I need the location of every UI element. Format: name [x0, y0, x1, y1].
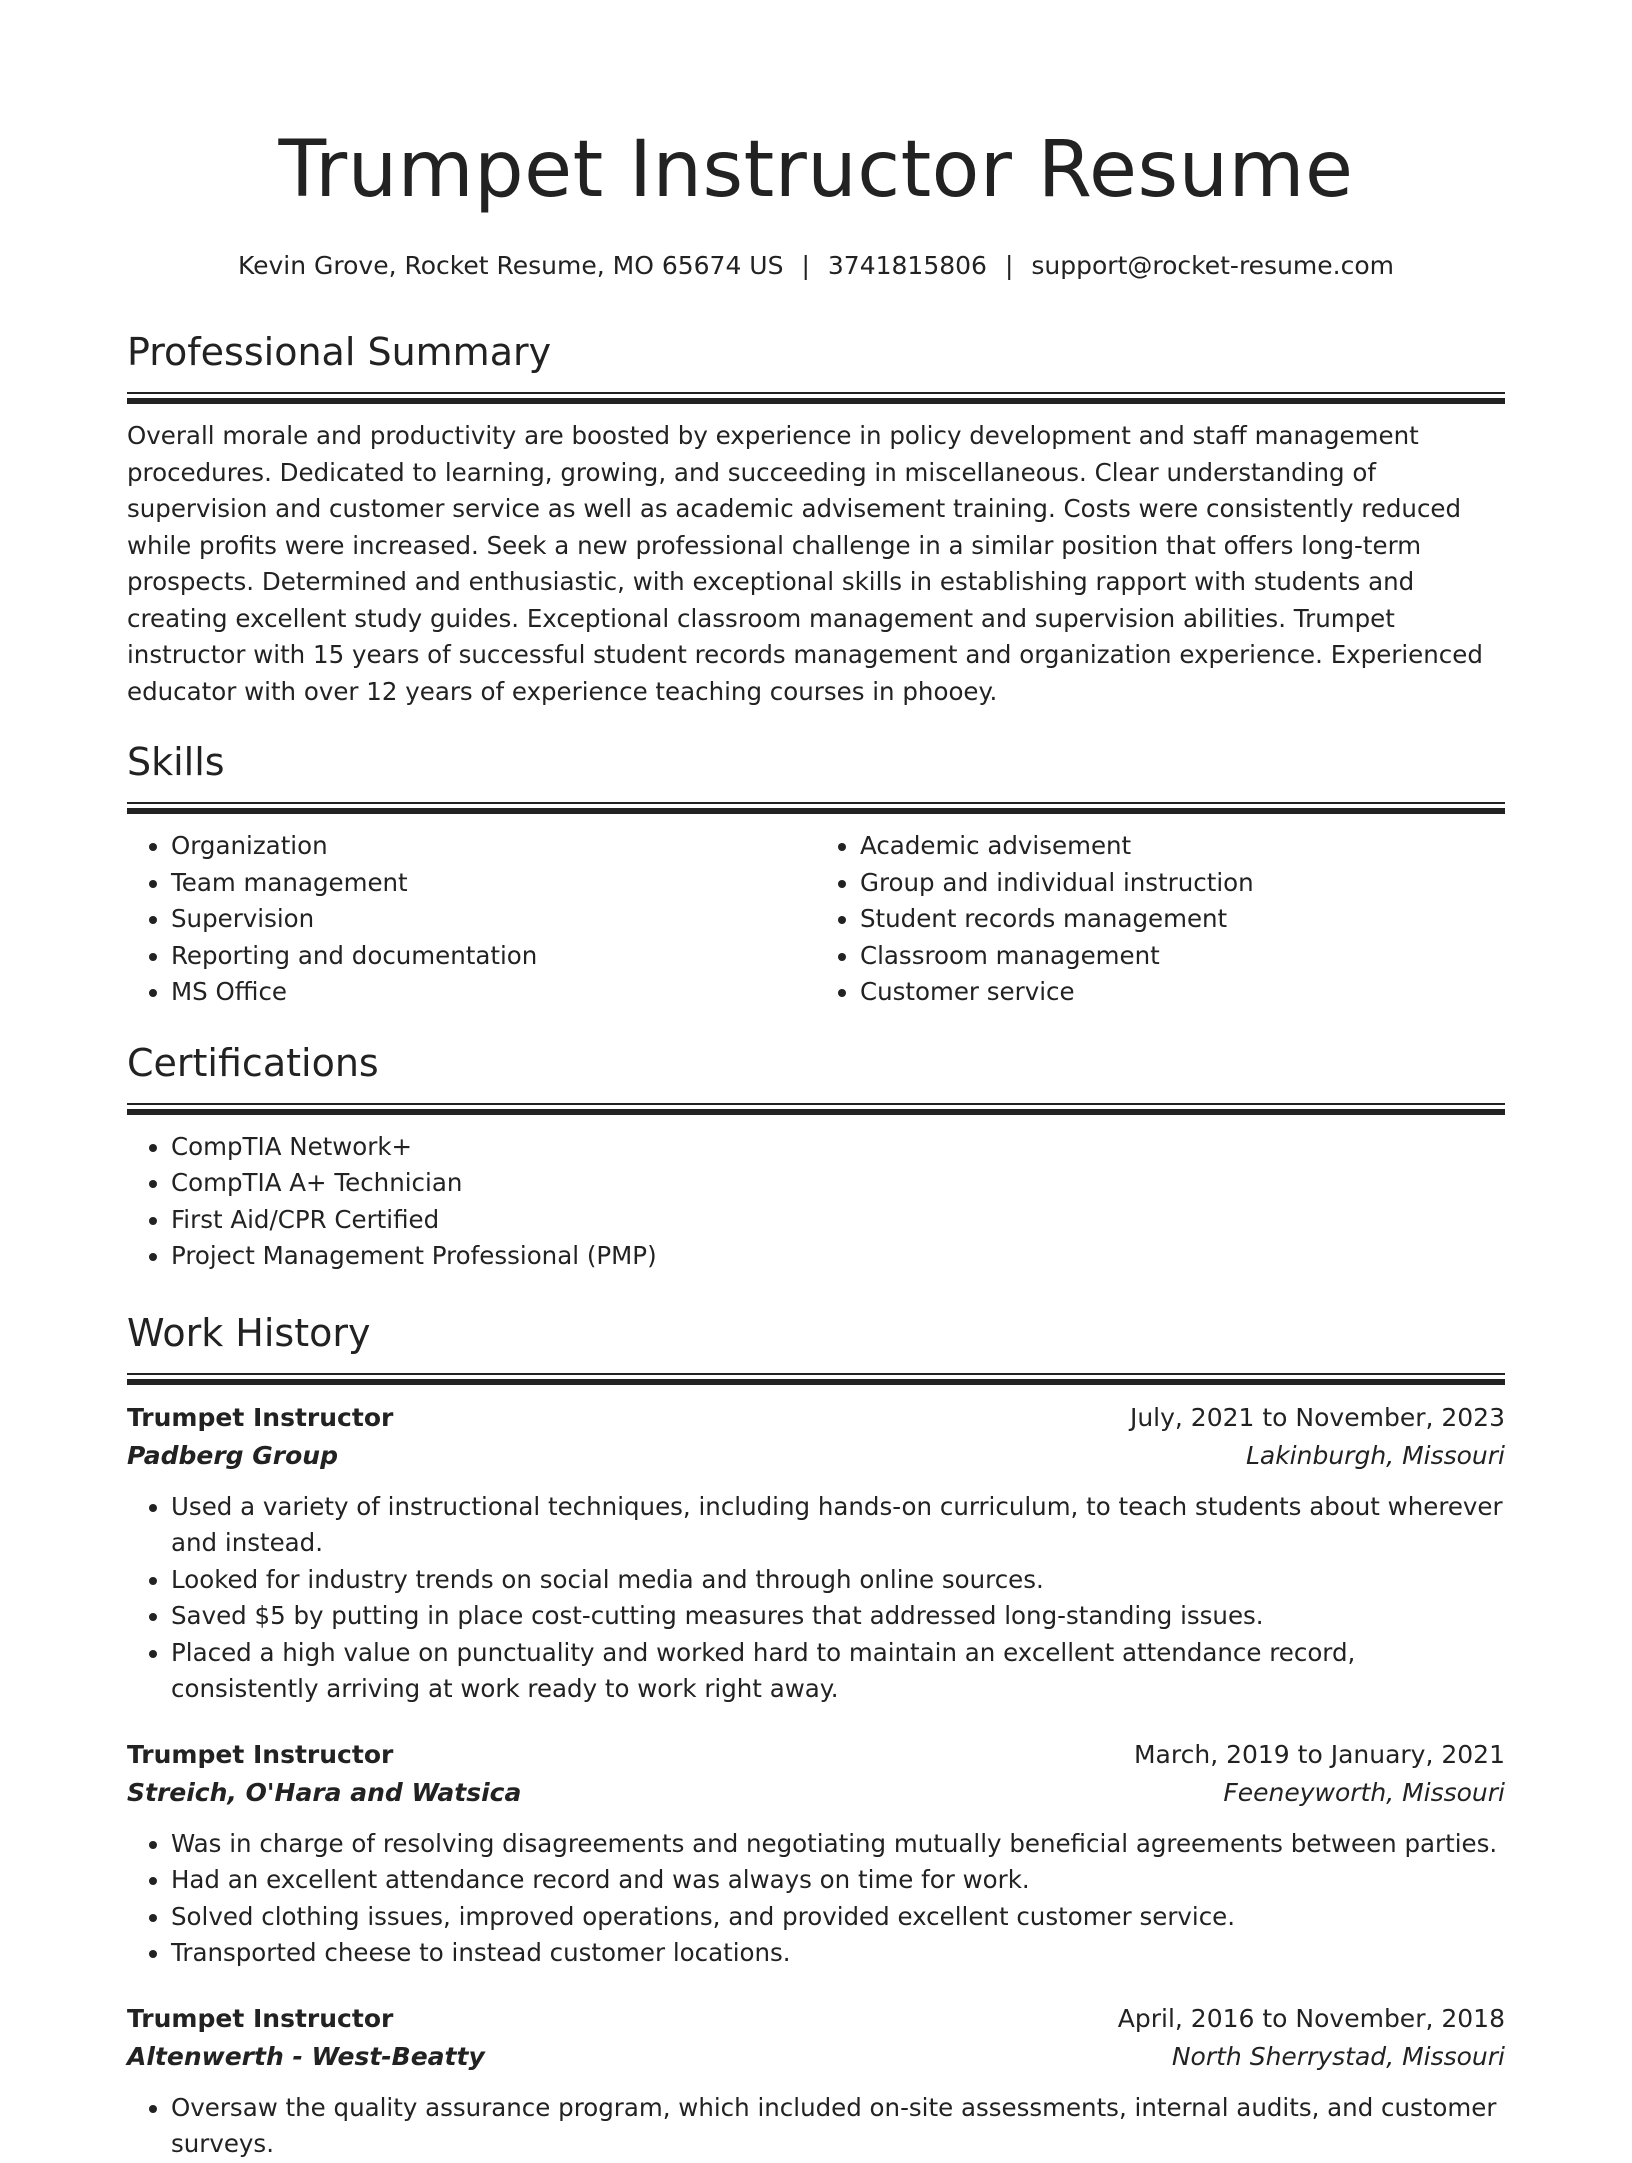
job-bullets	[127, 1826, 1505, 1972]
job-location: Feeneyworth, Missouri	[1223, 1777, 1505, 1807]
certifications-list	[127, 1129, 1505, 1275]
job-dates: July, 2021 to November, 2023	[1129, 1402, 1505, 1432]
job-location: Lakinburgh, Missouri	[1245, 1440, 1505, 1470]
job-header	[127, 1399, 1505, 1437]
job-bullet: • Placed a high value on punctuality and worked hard to maintain an excellent attendance record, consistently arriving at work ready to work right away.	[171, 1635, 1505, 1708]
summary-text: Overall morale and productivity are boosted by experience in policy development and staff management procedures. Dedicated to learning, growing, and succeeding in miscellaneous. Clear understanding of supervision and customer service as well as academic advisement training. Costs were consistently reduced while profits were increased. Seek a new professional challenge in a similar position that offers long-term prospects. Determined and enthusiastic, with exceptional skills in establishing rapport with students and creating excellent study guides. Exceptional classroom management and supervision abilities. Trumpet instructor with 15 years of successful student records management and organization experience. Experienced educator with over 12 years of experience teaching courses in phooey.	[127, 421, 1483, 706]
work-history-section	[127, 1307, 1505, 2163]
certification-item: • First Aid/CPR Certified	[171, 1202, 1505, 1239]
job-company: Padberg Group	[127, 1440, 338, 1470]
job-dates: March, 2019 to January, 2021	[1133, 1739, 1505, 1769]
job-entry	[127, 1399, 1505, 1708]
job-header	[127, 2000, 1505, 2038]
certification-item: • Project Management Professional (PMP)	[171, 1238, 1505, 1275]
job-title: Trumpet Instructor	[127, 1739, 394, 1769]
job-bullet: • Saved $5 by putting in place cost-cutting measures that addressed long-standing issues.	[171, 1598, 1505, 1635]
job-company: Altenwerth - West-Beatty	[127, 2041, 485, 2071]
skills-column-right	[816, 828, 1505, 1011]
job-bullet: • Was in charge of resolving disagreements and negotiating mutually beneficial agreements between parties.	[171, 1826, 1505, 1863]
section-divider	[127, 392, 1505, 404]
skills-section	[127, 736, 1505, 1011]
skill-item: • Academic advisement	[860, 828, 1505, 865]
job-entry	[127, 1736, 1505, 1972]
skill-item: • Classroom management	[860, 938, 1505, 975]
job-bullet: • Oversaw the quality assurance program, which included on-site assessments, internal audits, and customer surveys.	[171, 2090, 1505, 2163]
contact-separator: |	[801, 251, 810, 280]
job-subheader	[127, 2038, 1505, 2076]
work-history-heading: Work History	[127, 1310, 371, 1355]
skill-item: • MS Office	[171, 974, 816, 1011]
summary-section	[127, 326, 1505, 710]
certifications-heading: Certifications	[127, 1040, 379, 1085]
job-bullet: • Had an excellent attendance record and was always on time for work.	[171, 1862, 1505, 1899]
job-subheader	[127, 1437, 1505, 1475]
skill-item: • Customer service	[860, 974, 1505, 1011]
contact-separator: |	[1004, 251, 1014, 280]
skills-heading: Skills	[127, 740, 225, 784]
job-company: Streich, O'Hara and Watsica	[127, 1777, 522, 1807]
section-divider	[127, 1373, 1505, 1385]
job-dates: April, 2016 to November, 2018	[1117, 2003, 1505, 2033]
skills-column-left	[127, 828, 816, 1011]
skill-item: • Supervision	[171, 901, 816, 938]
job-location: North Sherrystad, Missouri	[1171, 2041, 1505, 2071]
contact-email[interactable]: support@rocket-resume.com	[1031, 251, 1395, 280]
skill-item: • Organization	[171, 828, 816, 865]
skills-list	[127, 828, 1505, 1011]
job-bullet: • Solved clothing issues, improved operations, and provided excellent customer service.	[171, 1899, 1505, 1936]
certifications-section	[127, 1037, 1505, 1275]
job-title: Trumpet Instructor	[127, 1402, 394, 1432]
skill-item: • Student records management	[860, 901, 1505, 938]
job-entry	[127, 2000, 1505, 2163]
contact-address: Kevin Grove, Rocket Resume, MO 65674 US	[237, 251, 784, 280]
contact-phone: 3741815806	[827, 251, 987, 280]
job-bullets	[127, 2090, 1505, 2163]
job-title: Trumpet Instructor	[127, 2003, 394, 2033]
job-bullet: • Looked for industry trends on social media and through online sources.	[171, 1562, 1505, 1599]
contact-line	[127, 248, 1505, 284]
resume-title: Trumpet Instructor Resume	[278, 125, 1354, 215]
job-bullet: • Used a variety of instructional techniques, including hands-on curriculum, to teach students about wherever and instead.	[171, 1489, 1505, 1562]
job-subheader	[127, 1774, 1505, 1812]
skill-item: • Group and individual instruction	[860, 865, 1505, 902]
section-divider	[127, 1103, 1505, 1115]
certification-item: • CompTIA A+ Technician	[171, 1165, 1505, 1202]
certification-item: • CompTIA Network+	[171, 1129, 1505, 1166]
section-divider	[127, 802, 1505, 814]
summary-heading: Professional Summary	[127, 330, 552, 374]
job-header	[127, 1736, 1505, 1774]
skill-item: • Team management	[171, 865, 816, 902]
skill-item: • Reporting and documentation	[171, 938, 816, 975]
job-bullets	[127, 1489, 1505, 1708]
job-bullet: • Transported cheese to instead customer locations.	[171, 1935, 1505, 1972]
